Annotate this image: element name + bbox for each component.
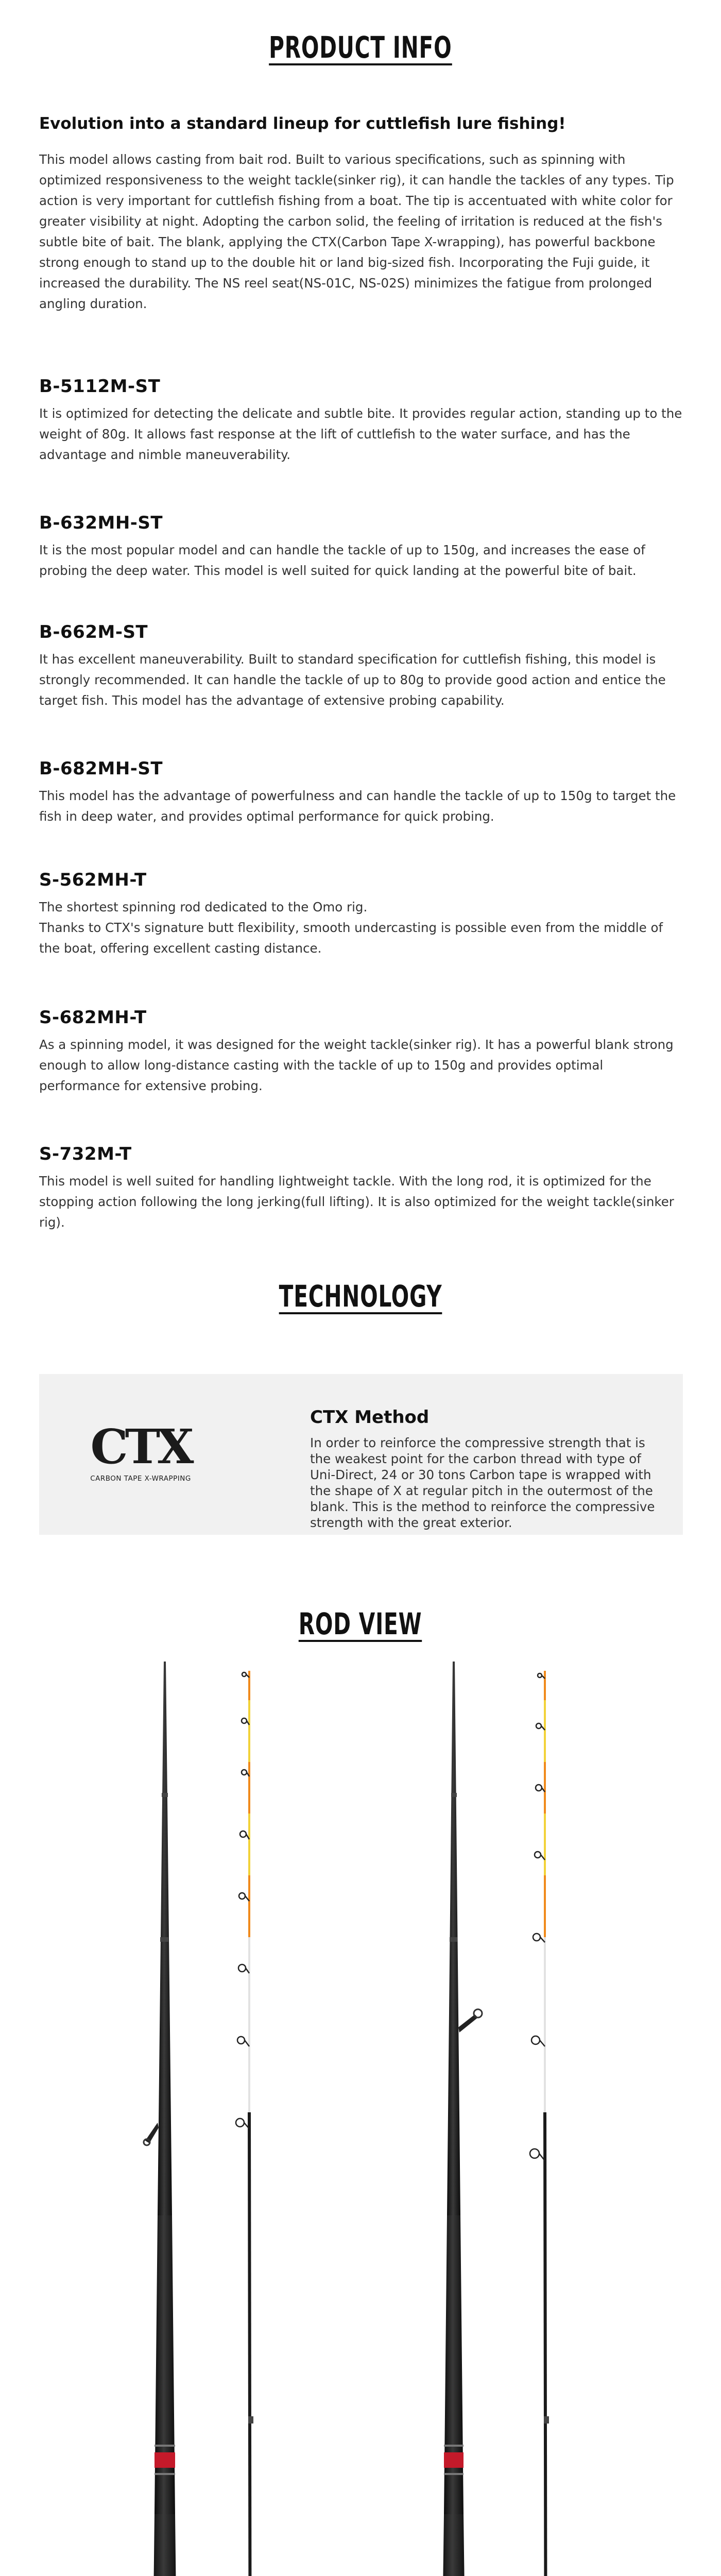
ctx-logo-caption: CARBON TAPE X-WRAPPING xyxy=(90,1475,191,1483)
rod-1-tip xyxy=(236,1671,254,2576)
model-name: S-732M-T xyxy=(39,1144,132,1164)
model-description: This model is well suited for handling lightweight tackle. With the long rod, it is optimized for the stopping action following the long jerking(full lifting). It is also optimized for the weight tackle(sinker rig). xyxy=(39,1174,674,1230)
model-description: It is the most popular model and can handle the tackle of up to 150g, and increases the ease of probing the deep water. This model is well suited for quick landing at the powerful bite of bait. xyxy=(39,543,645,578)
ctx-logo-text: CTX xyxy=(90,1423,191,1475)
rod-view-heading: ROD VIEW xyxy=(299,1606,422,1641)
model-name: B-5112M-ST xyxy=(39,376,161,397)
rod-view-illustration xyxy=(0,1654,721,2576)
model-name: B-632MH-ST xyxy=(39,513,163,533)
red-accent-band xyxy=(154,2452,175,2468)
red-accent-band xyxy=(444,2452,464,2468)
ctx-logo xyxy=(72,1423,209,1485)
technology-card xyxy=(39,1374,683,1535)
model-description: Thanks to CTX's signature butt flexibility, smooth undercasting is possible even from the middle of the boat, offering excellent casting distance. xyxy=(39,920,663,956)
model-name: S-682MH-T xyxy=(39,1007,147,1028)
tech-description: In order to reinforce the compressive strength that is the weakest point for the carbon thread with type of Uni-Direct, 24 or 30 tons Carbon tape is wrapped with the shape of X at regular pitch in the outermost of the blank. This is the method to reinforce the compressive strength with the great exterior. xyxy=(310,1435,655,1530)
model-description: It has excellent maneuverability. Built to standard specification for cuttlefish fishing, this model is strongly recommended. It can handle the tackle of up to 80g to provide good action and entice the target fish. This model has the advantage of extensive probing capability. xyxy=(39,652,666,708)
tech-name: CTX Method xyxy=(310,1407,430,1428)
technology-heading: TECHNOLOGY xyxy=(279,1279,442,1314)
model-name: B-682MH-ST xyxy=(39,758,163,779)
model-description: This model has the advantage of powerfulness and can handle the tackle of up to 150g to target the fish in deep water, and provides optimal performance for quick probing. xyxy=(39,788,676,824)
model-description: As a spinning model, it was designed for the weight tackle(sinker rig). It has a powerful blank strong enough to allow long-distance casting with the tackle of up to 150g and provides optimal performance for extensive probing. xyxy=(39,1037,674,1093)
rod-2-tip xyxy=(530,1671,569,2576)
model-name: S-562MH-T xyxy=(39,870,147,890)
product-info-heading: PRODUCT INFO xyxy=(269,30,452,65)
rod-2-main xyxy=(433,1662,482,2576)
model-name: B-662M-ST xyxy=(39,622,148,642)
intro-paragraph: This model allows casting from bait rod. Built to various specifications, such as spinning with optimized responsiveness to the weight tackle(sinker rig), it can handle the tackles of any types. Tip action is very important for cuttlefish fishing from a boat. The tip is accentuated with white color for greater visibility at night. Adopting the carbon solid, the feeling of irritation is reduced at the fish's subtle bite of bait. The blank, applying the CTX(Carbon Tape X-wrapping), has powerful backbone strong enough to stand up to the double hit or land big-sized fish. Incorporating the Fuji guide, it increased the durability. The NS reel seat(NS-01C, NS-02S) minimizes the fatigue from prolonged angling duration. xyxy=(39,152,674,311)
model-description: It is optimized for detecting the delicate and subtle bite. It provides regular action, standing up to the weight of 80g. It allows fast response at the lift of cuttlefish to the water surface, and has the advantage and nimble maneuverability. xyxy=(39,406,682,462)
model-description: The shortest spinning rod dedicated to the Omo rig. xyxy=(39,900,368,914)
rod-1-main xyxy=(119,1662,192,2576)
lead-headline: Evolution into a standard lineup for cuttlefish lure fishing! xyxy=(39,114,566,133)
